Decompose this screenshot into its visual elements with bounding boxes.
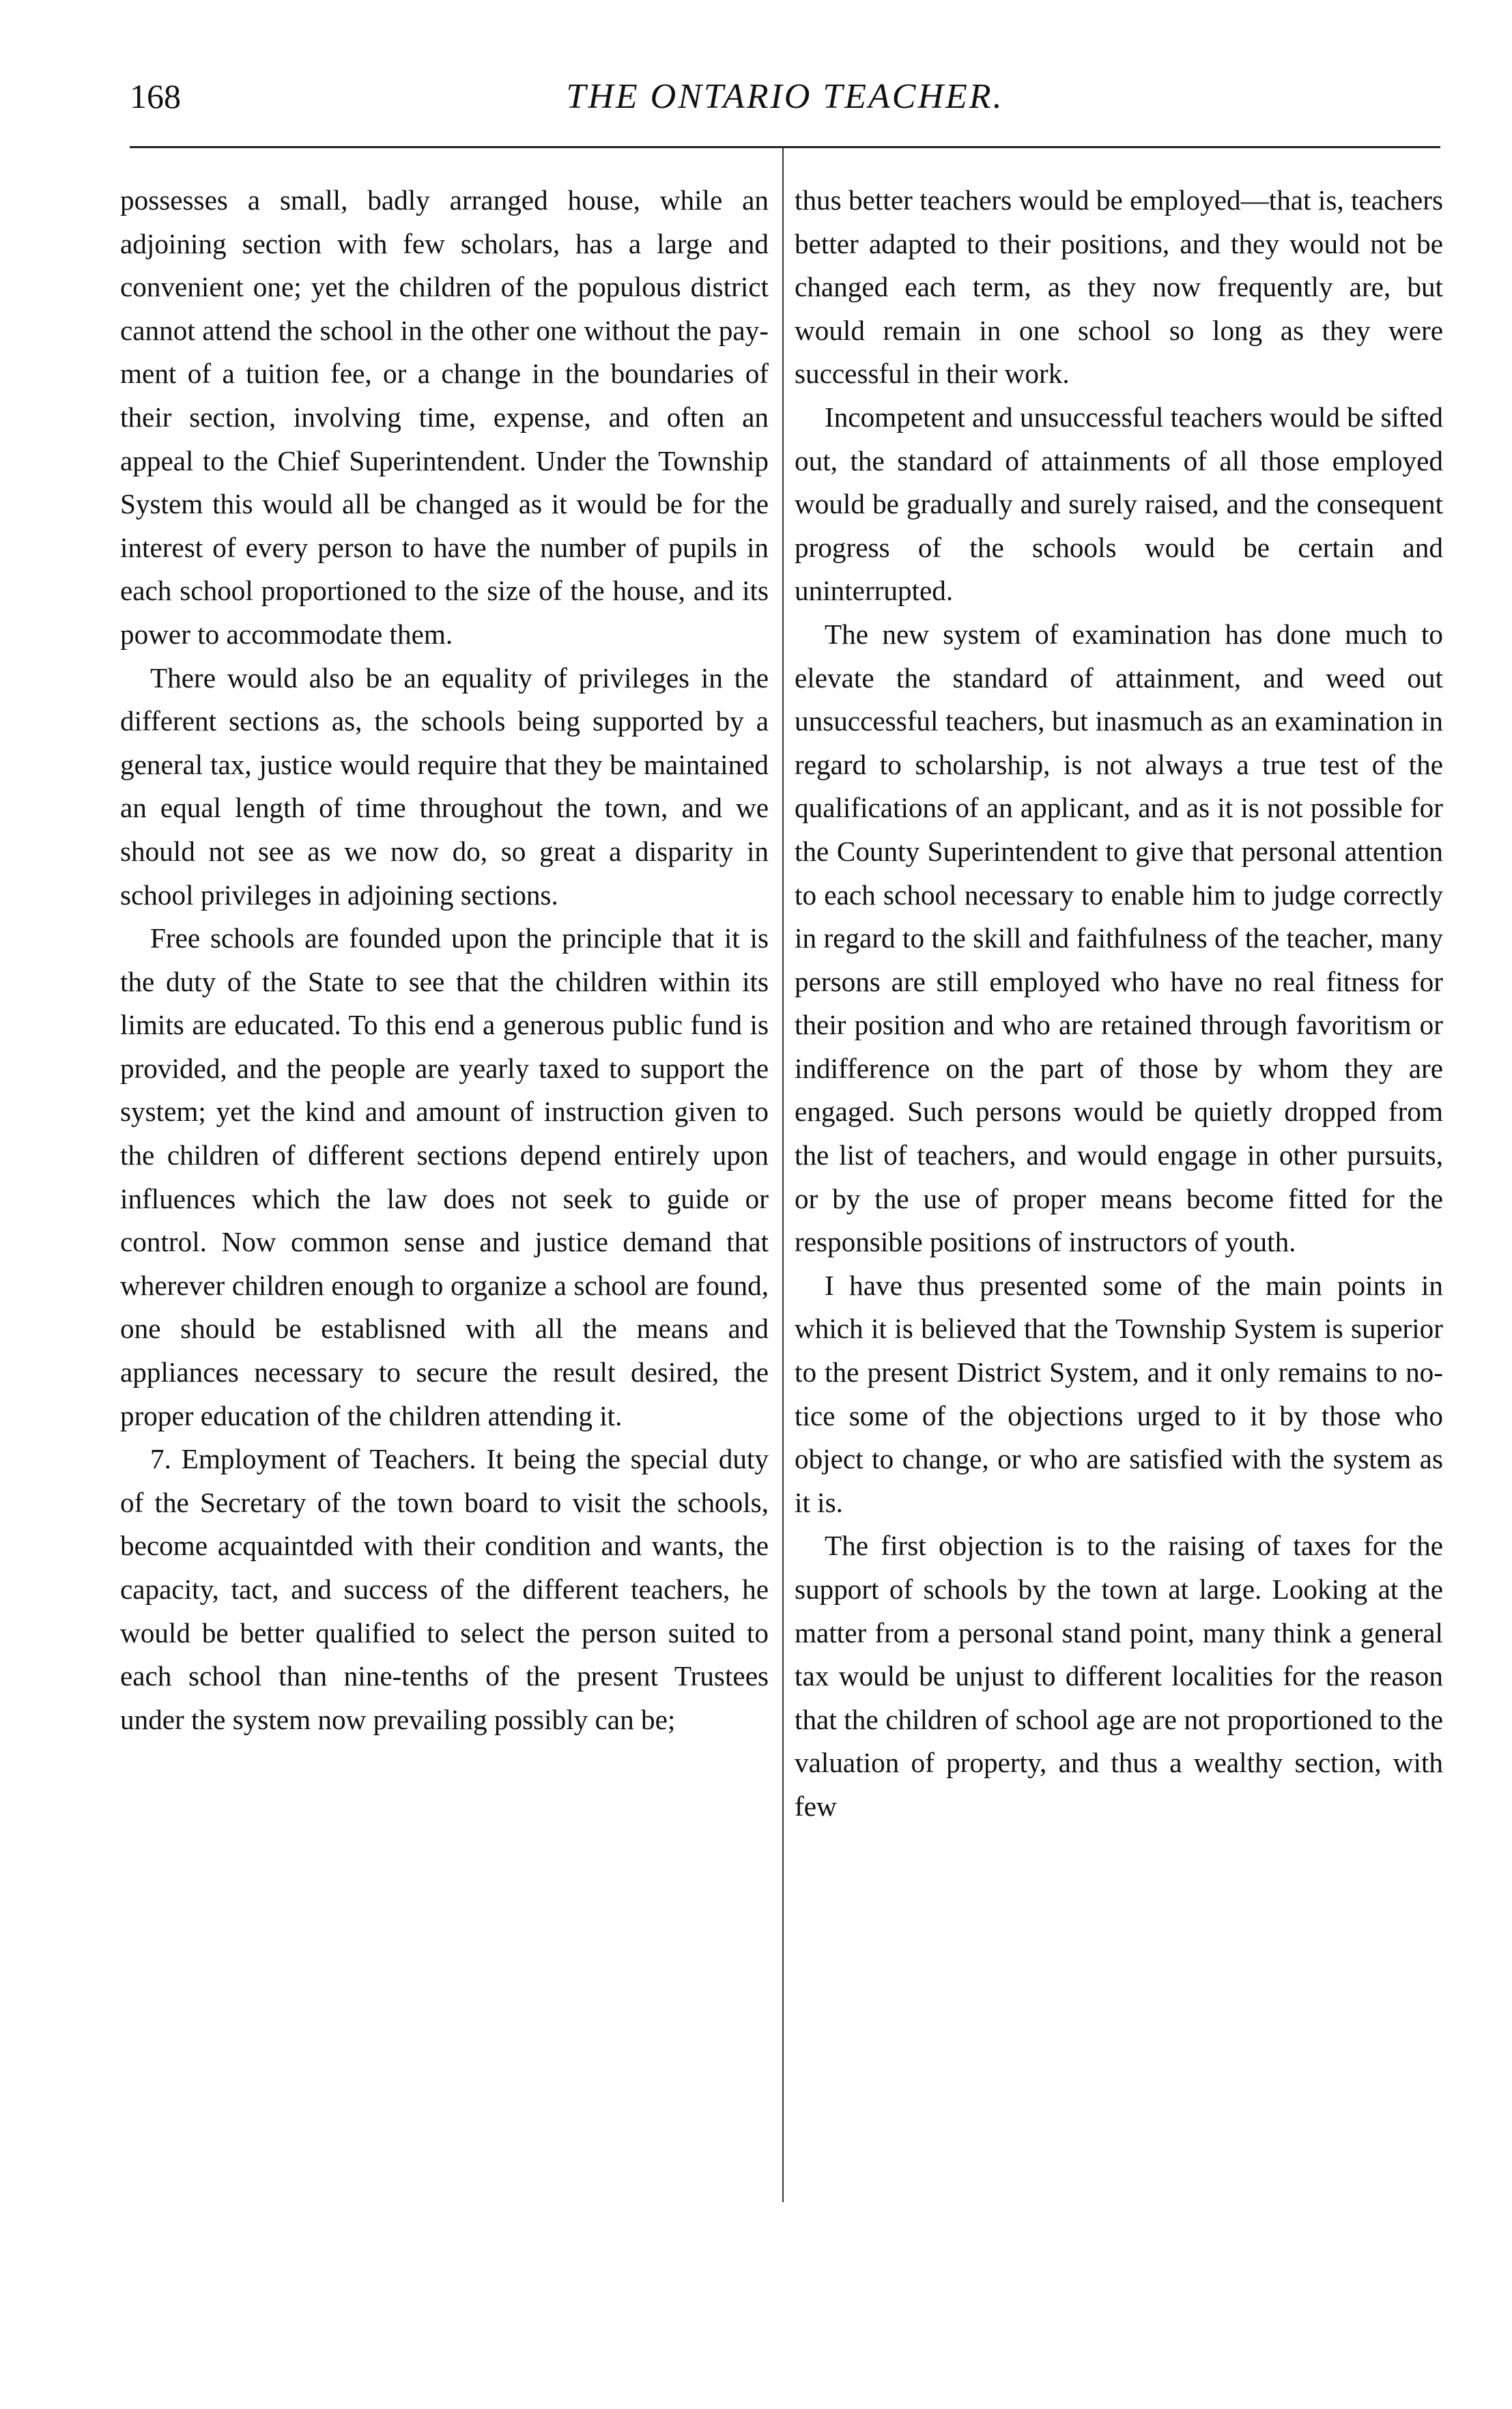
paragraph: Free schools are founded upon the principle that it is the duty of the State to see that the children within its limits are educated. To this end a generous public fund is provided, and the people are yearly taxed to support the system; yet the kind and amount of instruction given to the children of different sections depend entirely upon influences which the law does not seek to guide or control. Now common sense and justice demand that wherever children enough to organize a school are found, one should be establisned with all the means and appliances necessary to secure the result desired, the proper education of the children attending it. xyxy=(120,922,769,1431)
paragraph: thus better teachers would be employed—that is, teachers better adapted to their positions, and they would not be changed each term, as they now frequently are, but would remain in one school so long as they were successful in their work. xyxy=(795,184,1443,390)
paragraph: Incompetent and unsuccessful teachers would be sifted out, the standard of attainments of all those employed would be gradually and surely raised, and the consequent progress of the schools would be certain and uninterrupted. xyxy=(795,401,1443,607)
paragraph: 7. Employment of Teachers. It being the special duty of the Secretary of the town board to visit the schools, become acquaintded with their condition and wants, the capacity, tact, and success of the different teachers, he would be better qualified to select the person suited to each school than nine-tenths of the present Trustees under the system now prevailing possibly can be; xyxy=(120,1443,769,1735)
paragraph: The new system of examination has done much to elevate the standard of attainment, and weed out unsuccessful teachers, but inasmuch as an examination in regard to scholarship, is not always a true test of the qualifications of an applicant, and as it is not possible for the County Superintendent to give that personal attention to each school necessary to enable him to judge correctly in regard to the skill and faithfulness of the teacher, many persons are still employed who have no real fitness for their position and who are retained through favoritism or indifference on the part of those by whom they are engaged. Such persons would be quietly dropped from the list of teachers, and would engage in other pursuits, or by the use of proper means become fitted for the responsible positions of instructors of youth. xyxy=(795,618,1443,1258)
header-rule xyxy=(130,146,1440,148)
page-header xyxy=(123,76,1447,131)
right-column xyxy=(795,179,1443,1829)
left-column xyxy=(120,179,769,1741)
paragraph: I have thus presented some of the main points in which it is believed that the Township System is superior to the present District System, and it only remains to notice some of the objections urged to it by those who object to change, or who are satisfied with the system as it is. xyxy=(795,1269,1443,1518)
paragraph: possesses a small, badly arranged house, while an adjoining section with few scholars, has a large and convenient one; yet the children of the populous district cannot attend the school in the other one without the payment of a tuition fee, or a change in the boundaries of their section, involving time, expense, and often an appeal to the Chief Superintendent. Under the Township System this would all be changed as it would be for the interest of every person to have the number of pupils in each school proportioned to the size of the house, and its power to accommodate them. xyxy=(120,184,769,650)
column-divider xyxy=(782,147,784,2202)
page-number: 168 xyxy=(130,77,181,115)
running-title: THE ONTARIO TEACHER. xyxy=(566,77,1004,116)
paragraph: There would also be an equality of privileges in the different sections as, the schools being supported by a general tax, justice would require that they be maintained an equal length of time throughout the town, and we should not see as we now do, so great a disparity in school privileges in adjoining sections. xyxy=(120,661,769,911)
paragraph: The first objection is to the raising of taxes for the support of schools by the town at large. Looking at the matter from a personal stand point, many think a general tax would be unjust to different localities for the reason that the children of school age are not proportioned to the valuation of property, and thus a wealthy section, with few xyxy=(795,1530,1443,1822)
